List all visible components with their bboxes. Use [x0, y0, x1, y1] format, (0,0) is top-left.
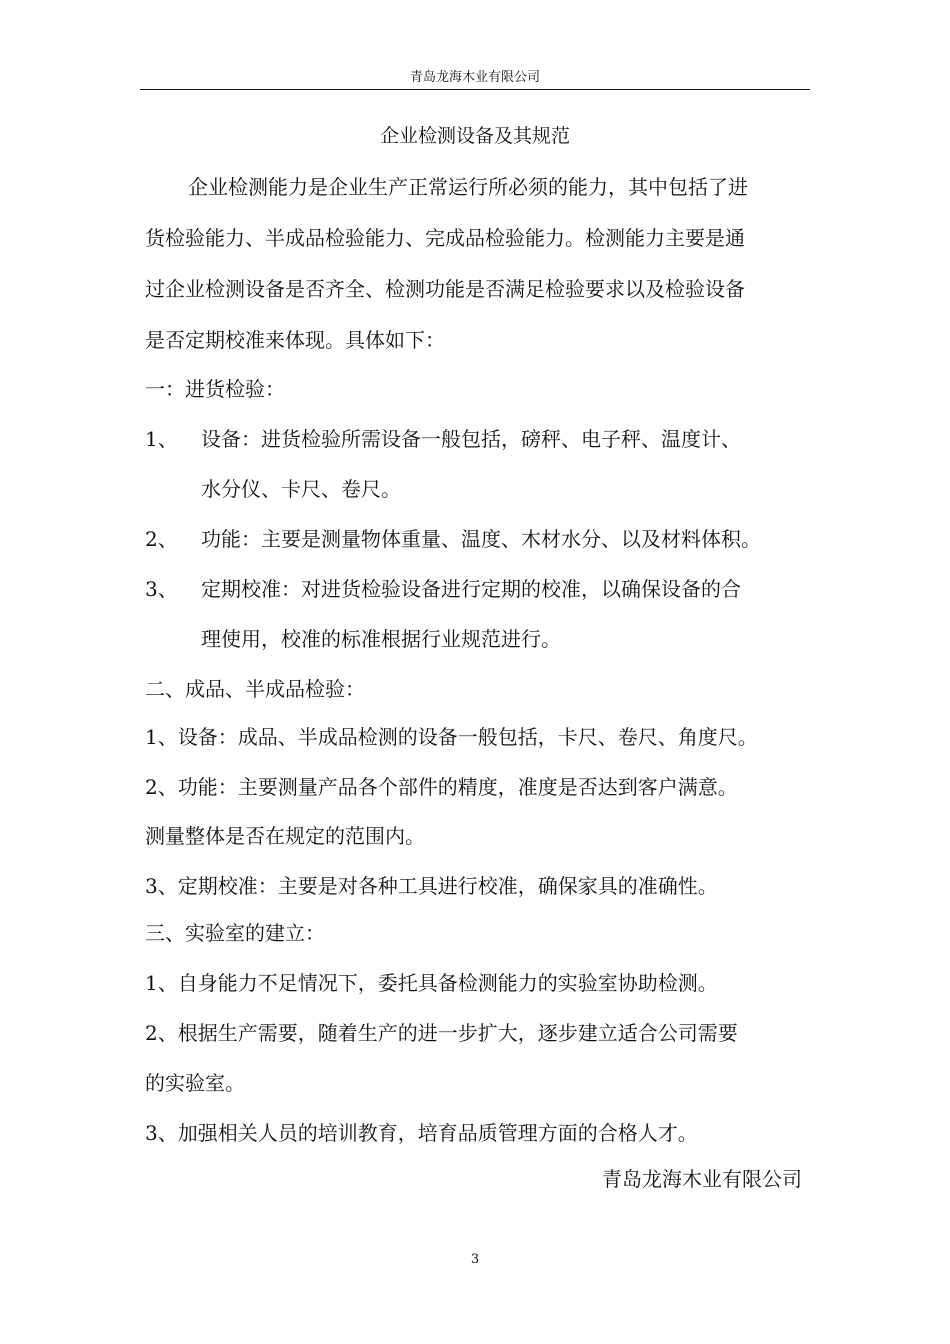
body-line: 1、设备：成品、半成品检测的设备一般包括，卡尺、卷尺、角度尺。	[145, 725, 758, 749]
intro-line: 是否定期校准来体现。具体如下：	[145, 328, 445, 352]
body-line: 1、自身能力不足情况下，委托具备检测能力的实验室协助检测。	[145, 971, 718, 995]
page-number: 3	[470, 1252, 480, 1267]
intro-line: 过企业检测设备是否齐全、检测功能是否满足检验要求以及检验设备	[145, 277, 745, 301]
item-number: 2、	[145, 527, 178, 551]
item-line: 功能：主要是测量物体重量、温度、木材水分、以及材料体积。	[201, 527, 761, 551]
item-number: 3、	[145, 577, 178, 601]
item-line: 定期校准：对进货检验设备进行定期的校准，以确保设备的合	[201, 577, 741, 601]
intro-line: 企业检测能力是企业生产正常运行所必须的能力，其中包括了进	[188, 175, 748, 199]
running-header: 青岛龙海木业有限公司	[409, 70, 540, 85]
item-line: 理使用，校准的标准根据行业规范进行。	[201, 627, 561, 651]
body-line: 3、加强相关人员的培训教育，培育品质管理方面的合格人才。	[145, 1121, 698, 1145]
document-title: 企业检测设备及其规范	[379, 125, 570, 147]
item-line: 水分仪、卡尺、卷尺。	[201, 477, 401, 501]
body-line: 2、根据生产需要，随着生产的进一步扩大，逐步建立适合公司需要	[145, 1021, 738, 1045]
body-line: 测量整体是否在规定的范围内。	[145, 824, 425, 848]
section-heading-incoming: 一：进货检验：	[145, 377, 285, 401]
header-rule	[140, 89, 810, 90]
item-line: 设备：进货检验所需设备一般包括，磅秤、电子秤、温度计、	[201, 427, 741, 451]
item-number: 1、	[145, 427, 178, 451]
section-heading-lab: 三、实验室的建立：	[145, 921, 325, 945]
body-line: 3、定期校准：主要是对各种工具进行校准，确保家具的准确性。	[145, 874, 718, 898]
company-signature: 青岛龙海木业有限公司	[602, 1167, 802, 1191]
body-line: 的实验室。	[145, 1071, 245, 1095]
section-heading-finished: 二、成品、半成品检验：	[145, 677, 365, 701]
body-line: 2、功能：主要测量产品各个部件的精度，准度是否达到客户满意。	[145, 775, 738, 799]
intro-line: 货检验能力、半成品检验能力、完成品检验能力。检测能力主要是通	[145, 226, 745, 250]
